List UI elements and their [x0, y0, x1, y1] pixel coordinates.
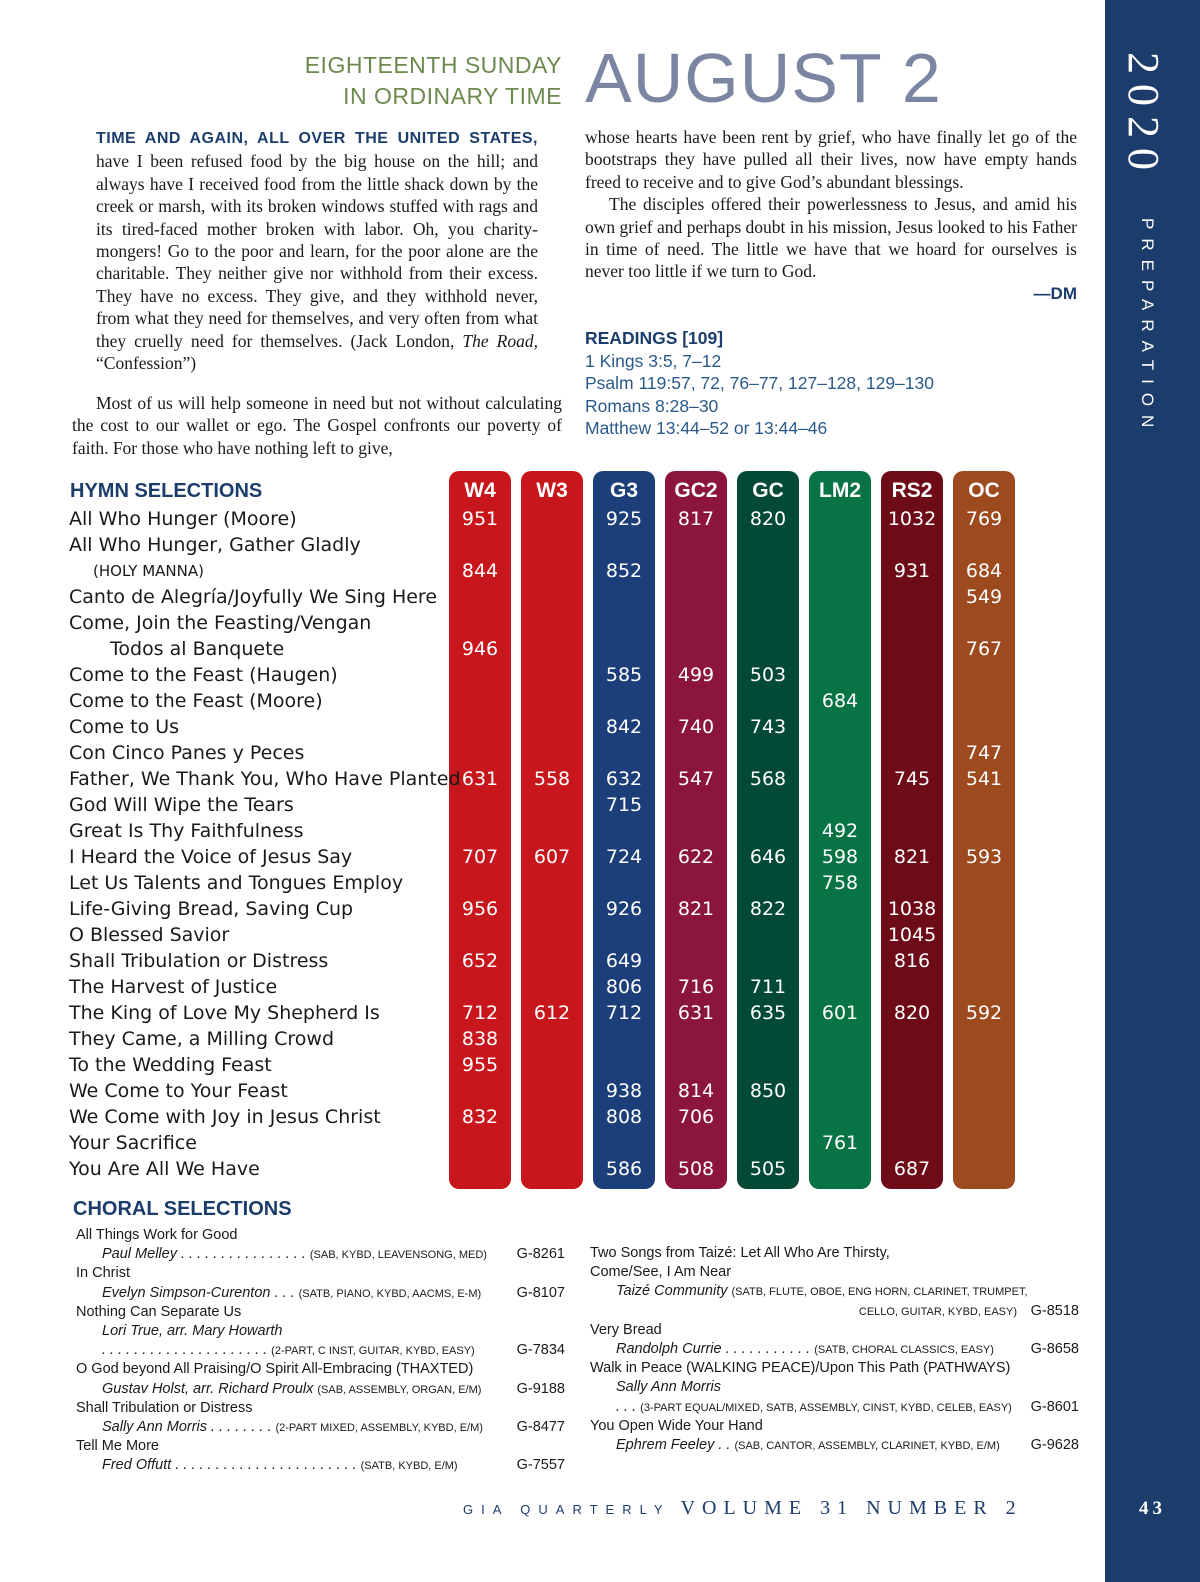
reflection-quote: [96, 126, 538, 374]
hymn-title: God Will Wipe the Tears: [69, 794, 294, 816]
hymn-number: 707: [461, 846, 499, 868]
hymn-number: 712: [461, 1002, 499, 1024]
column-bar-w3: [521, 471, 583, 1189]
hymn-number: 712: [605, 1002, 643, 1024]
hymn-number: 745: [893, 768, 931, 790]
hymn-number: 646: [749, 846, 787, 868]
choral-title: [590, 1263, 1079, 1282]
hymn-title: Life-Giving Bread, Saving Cup: [69, 898, 354, 920]
hymn-number: 814: [677, 1080, 715, 1102]
hymn-number: 767: [965, 638, 1003, 660]
hymn-number: 547: [677, 768, 715, 790]
hymn-number: 946: [461, 638, 499, 660]
choral-title-text: Come/See, I Am Near: [590, 1264, 732, 1281]
choral-selections-heading: CHORAL SELECTIONS: [73, 1198, 292, 1220]
reflection-lead: TIME AND AGAIN, ALL OVER THE UNITED STATES,: [96, 130, 538, 147]
choral-title-text: All Things Work for Good: [76, 1227, 238, 1243]
hymn-number: 1032: [887, 508, 937, 530]
hymn-title: Con Cinco Panes y Peces: [69, 742, 305, 764]
choral-details: CELLO, GUITAR, KYBD, EASY): [858, 1305, 1017, 1318]
hymn-title: All Who Hunger, Gather Gladly: [69, 534, 361, 556]
choral-entry: [76, 1380, 565, 1400]
hymn-title: Todos al Banquete: [110, 638, 285, 660]
hymn-number: 592: [965, 1002, 1003, 1024]
hymn-title: I Heard the Voice of Jesus Say: [69, 846, 353, 868]
hymn-title: Your Sacrifice: [69, 1132, 197, 1154]
hymn-title: They Came, a Milling Crowd: [69, 1028, 335, 1050]
choral-code: G-8107: [516, 1284, 565, 1301]
choral-title: [76, 1399, 565, 1418]
choral-code: G-9628: [1030, 1437, 1079, 1453]
hymn-title: Come to the Feast (Moore): [69, 690, 323, 712]
hymn-number: 601: [821, 1002, 859, 1024]
choral-title-text: You Open Wide Your Hand: [590, 1417, 763, 1434]
choral-entry: [76, 1322, 565, 1342]
choral-code: G-7557: [516, 1457, 565, 1474]
choral-entry: [76, 1245, 565, 1265]
choral-entry: [76, 1284, 565, 1304]
hymn-number: 743: [749, 716, 787, 738]
hymn-number: 508: [677, 1158, 715, 1180]
reflection-quote-end: “Confession”): [96, 353, 197, 374]
hymn-number: 631: [677, 1002, 715, 1024]
choral-entry: [590, 1378, 1079, 1398]
hymn-number: 838: [461, 1028, 499, 1050]
choral-code: G-8601: [1030, 1398, 1079, 1415]
sidebar-year: 2020: [1119, 52, 1168, 180]
hymn-number: 832: [461, 1106, 499, 1128]
hymn-number: 820: [749, 508, 787, 530]
choral-title-text: Nothing Can Separate Us: [76, 1303, 242, 1320]
hymn-number: 706: [677, 1106, 715, 1128]
choral-entry: [590, 1282, 1079, 1302]
hymn-title: Shall Tribulation or Distress: [69, 950, 329, 972]
choral-composer: Taizé Community: [616, 1283, 728, 1300]
page-title: AUGUST 2: [585, 39, 942, 117]
hymn-number: 711: [749, 976, 787, 998]
reflection-quote-book: The Road,: [462, 330, 538, 351]
reading-2: Psalm 119:57, 72, 76–77, 127–128, 129–130: [585, 373, 934, 393]
choral-title-text: O God beyond All Praising/O Spirit All-Embracing (THAXTED): [76, 1361, 474, 1378]
choral-details: (SATB, FLUTE, OBOE, ENG HORN, CLARINET, TRUMPET,: [731, 1286, 1028, 1299]
hymn-number: 806: [605, 976, 643, 998]
choral-composer: . . .: [616, 1398, 637, 1415]
choral-composer: Sally Ann Morris . . . . . . . .: [102, 1419, 272, 1435]
footer-publication: GIA QUARTERLY: [463, 1502, 671, 1517]
hymn-title: Canto de Alegría/Joyfully We Sing Here: [69, 586, 438, 608]
hymn-number: 955: [461, 1054, 499, 1076]
hymn-number: 816: [893, 950, 931, 972]
choral-code: G-8261: [516, 1246, 565, 1263]
hymn-number: 503: [749, 664, 787, 686]
hymn-title: To the Wedding Feast: [69, 1054, 272, 1076]
hymn-number: 598: [821, 846, 859, 868]
hymn-number: 684: [821, 690, 859, 712]
hymn-number: 505: [749, 1158, 787, 1180]
hymn-title: O Blessed Savior: [69, 924, 230, 946]
choral-composer: Fred Offutt . . . . . . . . . . . . . . . . . . . . . . .: [102, 1457, 357, 1474]
choral-entry: [76, 1341, 565, 1361]
hymn-number: 758: [821, 872, 859, 894]
hymn-number: 549: [965, 586, 1003, 608]
hymn-title: We Come with Joy in Jesus Christ: [69, 1106, 381, 1128]
choral-entry: [590, 1340, 1079, 1360]
hymn-number: 593: [965, 846, 1003, 868]
hymn-title: Come to the Feast (Haugen): [69, 664, 338, 686]
hymn-number: 925: [605, 508, 643, 530]
reflection-para-4: The disciples offered their powerlessness to Jesus, and amid his own grief and perhaps doubt in his mission, Jesus looked to his Father in time of need. The little we have that we hoard for ourselves is never too little if we turn to God.: [585, 194, 1077, 282]
choral-title: [76, 1226, 565, 1245]
choral-title-text: Very Bread: [590, 1321, 662, 1338]
hymn-number: 951: [461, 508, 499, 530]
choral-title-text: Shall Tribulation or Distress: [76, 1399, 253, 1416]
choral-title-text: In Christ: [76, 1265, 130, 1282]
hymn-title: Let Us Talents and Tongues Employ: [69, 872, 404, 894]
column-header-lm2: LM2: [819, 479, 861, 502]
choral-title-text: Tell Me More: [76, 1438, 159, 1455]
choral-composer: Gustav Holst, arr. Richard Proulx: [102, 1380, 314, 1397]
footer-volume: VOLUME 31 NUMBER 2: [680, 1497, 1023, 1519]
hymn-number: 769: [965, 508, 1003, 530]
hymn-title: (HOLY MANNA): [93, 562, 204, 580]
hymn-number: 931: [893, 560, 931, 582]
hymn-number: 716: [677, 976, 715, 998]
hymn-number: 817: [677, 508, 715, 530]
hymn-title: The Harvest of Justice: [69, 976, 278, 998]
reflection-para-2: Most of us will help someone in need but not without calculating the cost to our wallet or ego. The Gospel confronts our poverty of faith. For those who have nothing left to give,: [72, 393, 562, 458]
hymn-title: You Are All We Have: [69, 1158, 260, 1180]
reflection-para-3: whose hearts have been rent by grief, who have finally let go of the bootstraps they have pulled all their lives, now have empty hands freed to receive and to give God’s abundant blessings.: [585, 127, 1077, 192]
choral-title-text: Two Songs from Taizé: Let All Who Are Thirsty,: [590, 1245, 890, 1261]
hymn-title: Come to Us: [69, 716, 180, 738]
hymn-number: 715: [605, 794, 643, 816]
page-number: 43: [1139, 1498, 1166, 1519]
choral-details: (SATB, KYBD, E/M): [360, 1460, 458, 1473]
choral-details: (SATB, CHORAL CLASSICS, EASY): [814, 1344, 994, 1356]
choral-composer: Sally Ann Morris: [616, 1379, 722, 1396]
hymn-number: 687: [893, 1158, 931, 1180]
choral-title: [76, 1437, 565, 1456]
hymn-number: 585: [605, 664, 643, 686]
readings-heading: READINGS [109]: [585, 328, 724, 348]
hymn-number: 852: [605, 560, 643, 582]
reading-3: Romans 8:28–30: [585, 395, 719, 416]
choral-composer: Lori True, arr. Mary Howarth: [102, 1323, 283, 1339]
hymn-number: 499: [677, 664, 715, 686]
choral-entry: [76, 1418, 565, 1438]
hymn-title: We Come to Your Feast: [69, 1080, 288, 1102]
choral-title: [590, 1417, 1079, 1436]
choral-title: [76, 1264, 565, 1283]
column-header-w3: W3: [536, 479, 568, 502]
reflection-quote-text: have I been refused food by the big house on the hill; and always have I received food from the little shack down by the creek or marsh, with its broken windows stuffed with rags and its tired-faced mother broken with labor. Oh, you charity-mongers! Go to the poor and learn, for the poor alone are the charitable. They neither give nor withhold from their excess. They have no excess. They give, and they withhold never, from what they need for themselves, and very often from what they cruelly need for themselves. (Jack London,: [96, 151, 538, 351]
hymn-number: 541: [965, 768, 1003, 790]
column-header-oc: OC: [968, 479, 1000, 502]
hymn-number: 568: [749, 768, 787, 790]
choral-details: (SATB, PIANO, KYBD, AACMS, E-M): [298, 1287, 482, 1300]
reading-1: 1 Kings 3:5, 7–12: [585, 350, 722, 371]
hymn-number: 632: [605, 768, 643, 790]
hymn-number: 821: [677, 898, 715, 920]
choral-composer: Randolph Currie . . . . . . . . . . .: [616, 1341, 811, 1357]
choral-details: (SAB, CANTOR, ASSEMBLY, CLARINET, KYBD, E/M): [734, 1440, 1000, 1452]
hymn-number: 761: [821, 1132, 859, 1154]
column-header-gc2: GC2: [674, 479, 718, 502]
choral-title: [76, 1360, 565, 1379]
choral-title: [590, 1359, 1079, 1378]
choral-entry: [590, 1302, 1079, 1322]
choral-code: G-7834: [516, 1342, 565, 1359]
hymn-number: 631: [461, 768, 499, 790]
column-header-w4: W4: [464, 479, 496, 502]
liturgical-day: [262, 50, 562, 112]
hymn-title: The King of Love My Shepherd Is: [69, 1002, 380, 1024]
hymn-number: 492: [821, 820, 859, 842]
reflection-continued: [585, 126, 1077, 305]
choral-details: (3-PART EQUAL/MIXED, SATB, ASSEMBLY, CINST, KYBD, CELEB, EASY): [640, 1401, 1012, 1414]
hymn-number: 684: [965, 560, 1003, 582]
reading-4: Matthew 13:44–52 or 13:44–46: [585, 418, 828, 438]
choral-title: [76, 1303, 565, 1322]
choral-entry: [590, 1398, 1079, 1418]
hymn-number: 1045: [887, 924, 937, 946]
choral-details: (SAB, KYBD, LEAVENSONG, MED): [309, 1249, 487, 1262]
hymn-number: 747: [965, 742, 1003, 764]
readings: [585, 327, 934, 440]
choral-composer: Ephrem Feeley . .: [616, 1437, 731, 1453]
column-header-rs2: RS2: [891, 479, 933, 502]
choral-code: G-9188: [516, 1380, 565, 1397]
footer: [463, 1497, 1023, 1520]
hymn-number: 1038: [887, 898, 937, 920]
choral-details: (SAB, ASSEMBLY, ORGAN, E/M): [317, 1383, 482, 1396]
hymn-number: 956: [461, 898, 499, 920]
hymn-number: 926: [605, 898, 643, 920]
choral-details: (2-PART MIXED, ASSEMBLY, KYBD, E/M): [275, 1422, 483, 1434]
column-header-g3: G3: [609, 479, 638, 502]
hymn-number: 821: [893, 846, 931, 868]
hymn-number: 740: [677, 716, 715, 738]
hymn-number: 652: [461, 950, 499, 972]
liturgical-day-line1: EIGHTEENTH SUNDAY: [304, 52, 562, 78]
column-header-gc: GC: [752, 479, 784, 502]
choral-code: G-8477: [516, 1419, 565, 1435]
hymn-number: 842: [605, 716, 643, 738]
choral-title: [590, 1321, 1079, 1340]
hymn-number: 820: [893, 1002, 931, 1024]
hymn-number: 558: [533, 768, 571, 790]
hymn-number: 612: [533, 1002, 571, 1024]
choral-entry: [590, 1436, 1079, 1456]
hymn-selections-heading: HYMN SELECTIONS: [70, 480, 263, 502]
hymn-title: Come, Join the Feasting/Vengan: [69, 612, 372, 634]
choral-title: [590, 1244, 1079, 1263]
hymn-number: 607: [533, 846, 571, 868]
hymn-number: 850: [749, 1080, 787, 1102]
hymn-number: 635: [749, 1002, 787, 1024]
choral-title-text: Walk in Peace (WALKING PEACE)/Upon This Path (PATHWAYS): [590, 1360, 1011, 1377]
choral-composer: Paul Melley . . . . . . . . . . . . . . . .: [102, 1246, 306, 1263]
choral-composer: . . . . . . . . . . . . . . . . . . . . .: [102, 1342, 268, 1359]
hymn-number: 724: [605, 846, 643, 868]
choral-entry: [76, 1456, 565, 1476]
hymn-number: 844: [461, 560, 499, 582]
choral-code: G-8658: [1030, 1341, 1079, 1357]
hymn-title: Great Is Thy Faithfulness: [69, 820, 304, 842]
liturgical-day-line2: IN ORDINARY TIME: [343, 83, 562, 109]
hymn-number: 586: [605, 1158, 643, 1180]
reflection-signature: —DM: [1033, 283, 1077, 303]
hymn-number: 822: [749, 898, 787, 920]
hymn-number: 808: [605, 1106, 643, 1128]
hymn-number: 938: [605, 1080, 643, 1102]
choral-details: (2-PART, C INST, GUITAR, KYBD, EASY): [271, 1345, 475, 1358]
choral-code: G-8518: [1030, 1302, 1079, 1319]
choral-composer: Evelyn Simpson-Curenton . . .: [102, 1284, 295, 1301]
hymn-title: Father, We Thank You, Who Have Planted: [69, 768, 461, 790]
hymn-number: 622: [677, 846, 715, 868]
hymn-title: All Who Hunger (Moore): [69, 508, 297, 530]
hymn-number: 649: [605, 950, 643, 972]
